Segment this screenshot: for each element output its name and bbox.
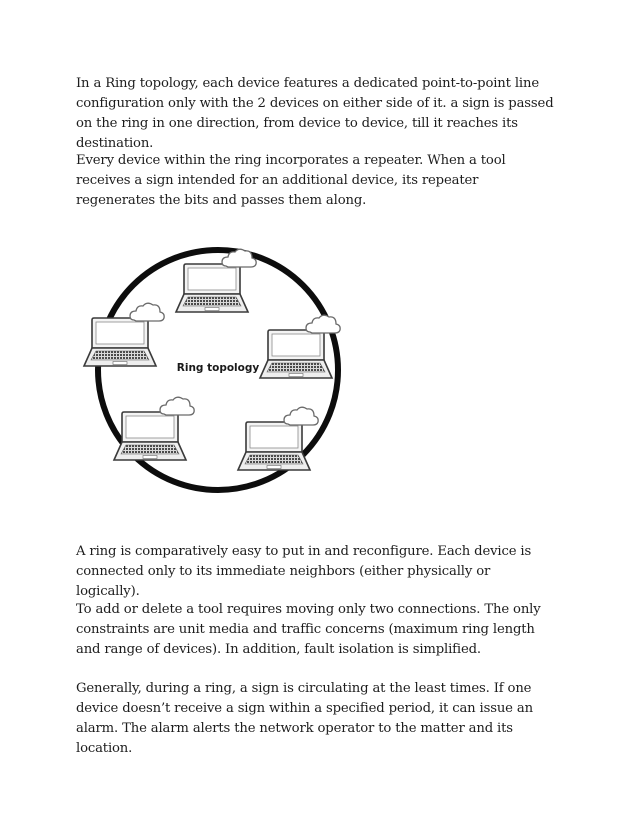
paragraph-alarm: Generally, during a ring, a sign is circulating at the least times. If one device doesn’t receive a sign within a specified period, it can issue an alarm. The alarm alerts the network operator to the matter and its location.	[76, 681, 533, 756]
paragraph-repeater: Every device within the ring incorporates a repeater. When a tool receives a sign intended for an additional device, its repeater regenerates the bits and passes them along.	[76, 153, 506, 208]
paragraph-add-delete: To add or delete a tool requires moving only two connections. The only constraints are unit media and traffic concerns (maximum ring length and range of devices). In addition, fault isolation is simplified.	[76, 602, 541, 657]
paragraph-easy-install: A ring is comparatively easy to put in and reconfigure. Each device is connected only to its immediate neighbors (either physically or logically).	[76, 544, 532, 599]
laptop-icon-right	[260, 315, 340, 378]
laptop-icon-bottom-right	[238, 407, 318, 470]
laptop-icon-top	[176, 249, 256, 312]
paragraph-ring-definition: In a Ring topology, each device features a dedicated point-to-point line configuration only with the 2 devices on either side of it. a sign is passed on the ring in one direction, from device to device, till it reaches its destination.	[76, 76, 554, 151]
laptop-icon-bottom-left	[114, 397, 194, 460]
diagram-label: Ring topology	[176, 362, 260, 374]
laptop-icon-left	[84, 303, 164, 366]
ring-topology-svg	[78, 232, 350, 504]
ring-topology-diagram	[78, 232, 350, 504]
